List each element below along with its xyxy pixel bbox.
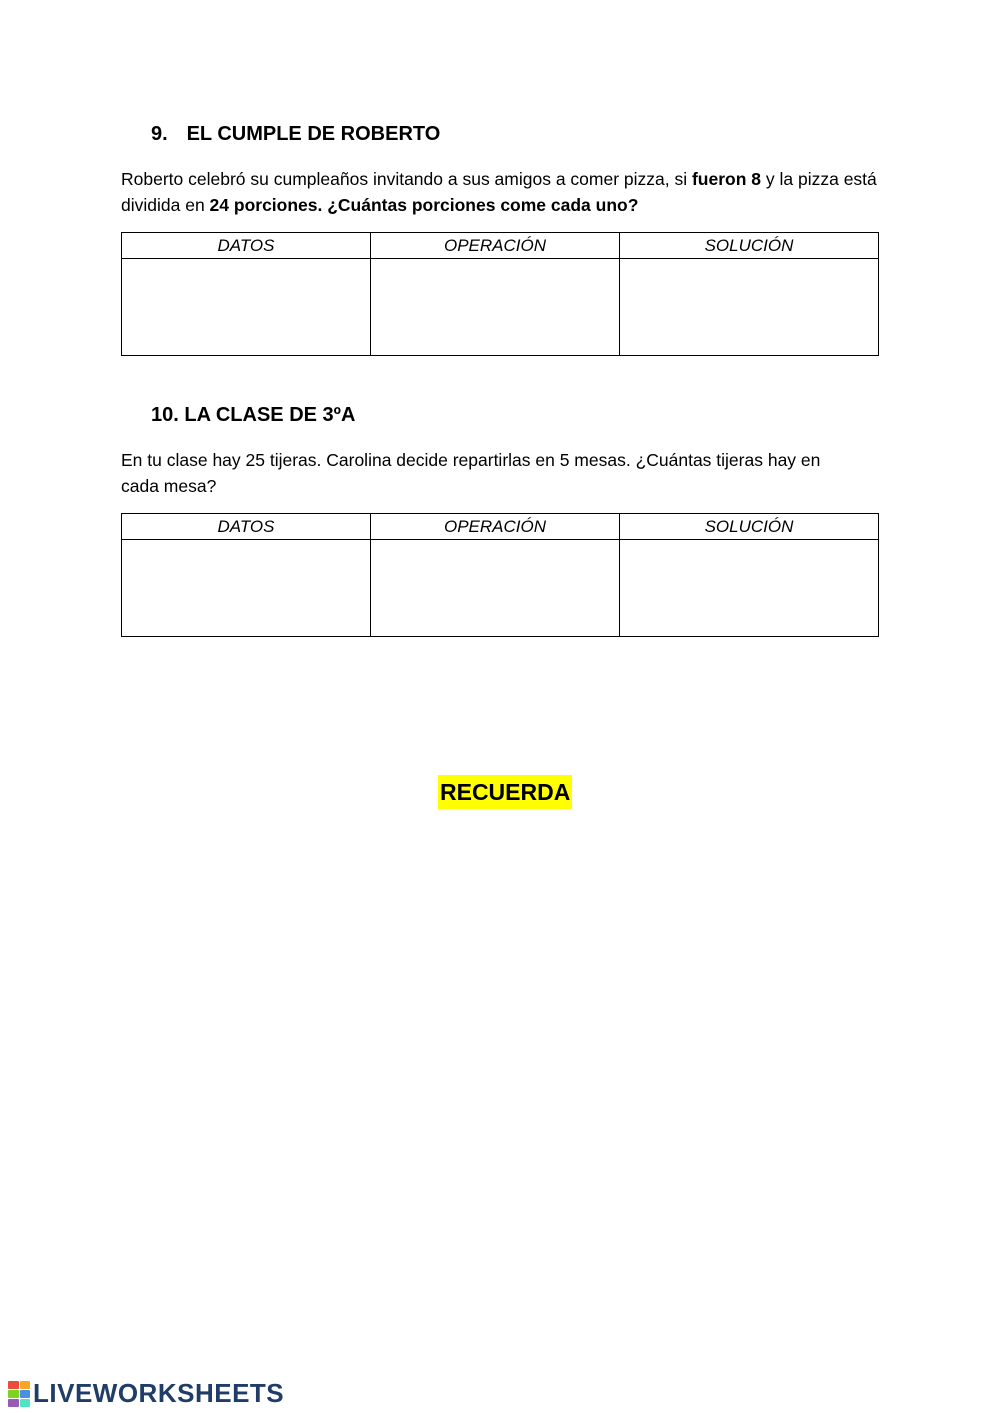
- header-datos: DATOS: [122, 514, 371, 540]
- liveworksheets-logo-text: LIVEWORKSHEETS: [33, 1378, 285, 1408]
- datos-cell[interactable]: [122, 540, 371, 637]
- header-datos: DATOS: [122, 233, 371, 259]
- logo-block: [8, 1381, 19, 1389]
- problem-10-answer-table: [121, 513, 879, 637]
- operacion-cell[interactable]: [371, 540, 620, 637]
- liveworksheets-logo[interactable]: [8, 1378, 284, 1409]
- table-answer-row: [122, 540, 879, 637]
- problem-10-number: 10.: [151, 404, 179, 426]
- logo-block: [8, 1399, 19, 1407]
- liveworksheets-logo-icon: [8, 1381, 30, 1407]
- problem-9-question: 24 porciones. ¿Cuántas porciones come cada uno?: [209, 195, 639, 215]
- solucion-cell[interactable]: [620, 259, 879, 356]
- problem-9-text: [121, 166, 881, 218]
- header-operacion: OPERACIÓN: [371, 514, 620, 540]
- table-header-row: [122, 514, 879, 540]
- header-solucion: SOLUCIÓN: [620, 514, 879, 540]
- problem-9-number: 9.: [151, 123, 168, 145]
- problem-9-text-part: Roberto celebró su cumpleaños invitando a sus amigos a comer pizza, si: [121, 169, 692, 189]
- problem-10-heading: LA CLASE DE 3ºA: [184, 404, 356, 426]
- logo-block: [20, 1390, 31, 1398]
- header-solucion: SOLUCIÓN: [620, 233, 879, 259]
- problem-9-text-bold: fueron 8: [691, 169, 762, 189]
- logo-block: [20, 1399, 31, 1407]
- problem-10-text: En tu clase hay 25 tijeras. Carolina decide repartirlas en 5 mesas. ¿Cuántas tijeras hay en cada mesa?: [121, 450, 821, 496]
- logo-block: [8, 1390, 19, 1398]
- logo-block: [20, 1381, 31, 1389]
- header-operacion: OPERACIÓN: [371, 233, 620, 259]
- problem-10-title: [151, 404, 355, 427]
- operacion-cell[interactable]: [371, 259, 620, 356]
- problem-9-title: [151, 123, 440, 146]
- problem-9-text-part: y la pizza está dividida en: [121, 169, 877, 215]
- table-answer-row: [122, 259, 879, 356]
- recuerda-heading: RECUERDA: [438, 775, 572, 809]
- datos-cell[interactable]: [122, 259, 371, 356]
- problem-9-heading: EL CUMPLE DE ROBERTO: [186, 123, 441, 145]
- problem-9-answer-table: [121, 232, 879, 356]
- solucion-cell[interactable]: [620, 540, 879, 637]
- table-header-row: [122, 233, 879, 259]
